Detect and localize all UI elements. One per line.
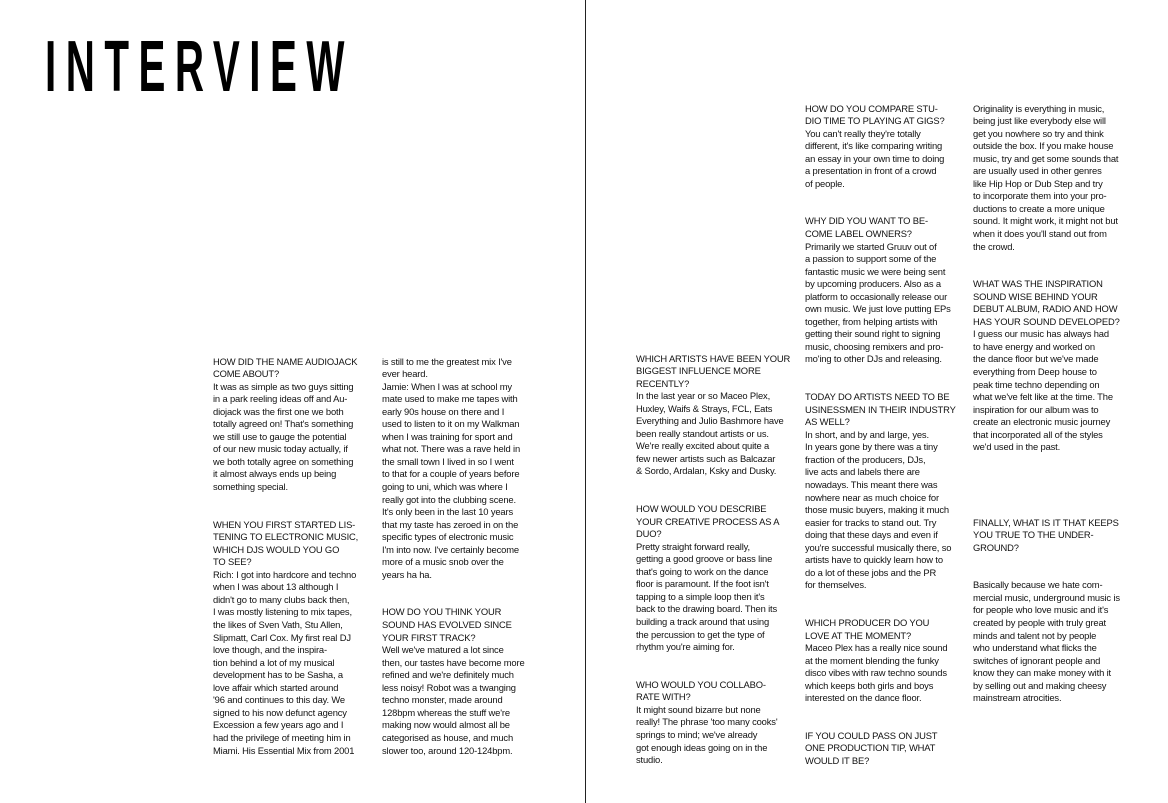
paragraph: Originality is everything in music, being just like everybody else will get you nowhere so try and think outside the box. If you make house music, try and get some sounds that are usually used in other genres like Hip Hop or Dub Step and try to incorporate them into your pro- ductions to create a more unique sound. It might work, it might not but when it does you'll stand out from the crowd. [973, 102, 1119, 252]
text-column-5 [973, 90, 1133, 730]
paragraph: HOW DO YOU THINK YOUR SOUND HAS EVOLVED SINCE YOUR FIRST TRACK? Well we've matured a lot since then, our tastes have become more refined and we're definitely much less noisy! Robot was a twanging techno monster, made around 128bpm whereas the stuff we're making now would almost all be categorised as house, and much slower too, around 120-124bpm. [382, 606, 525, 756]
paragraph: FINALLY, WHAT IS IT THAT KEEPS YOU TRUE TO THE UNDER- GROUND? [973, 516, 1119, 553]
paragraph: WHO WOULD YOU COLLABO- RATE WITH? It might sound bizarre but none really! The phrase 'too many cooks' springs to mind; we've already got enough ideas going on in the studio. [636, 678, 778, 766]
paragraph: HOW DO YOU COMPARE STU- DIO TIME TO PLAYING AT GIGS? You can't really they're totally different, it's like comparing writing an essay in your own time to doing a presentation in front of a crowd of people. [805, 102, 945, 189]
paragraph: HOW DID THE NAME AUDIOJACK COME ABOUT? It was as simple as two guys sitting in a park reeling ideas off and Au- diojack was the first one we both totally agreed on! That's something we still use to gauge the potential of our new music today actually, if we both totally agree on something it almost always ends up being something special. [213, 355, 358, 493]
text-column-4 [805, 90, 965, 793]
paragraph: WHICH PRODUCER DO YOU LOVE AT THE MOMENT? Maceo Plex has a really nice sound at the moment blending the funky disco vibes with raw techno sounds which keeps both girls and boys interested on the dance floor. [805, 616, 948, 704]
paragraph: HOW WOULD YOU DESCRIBE YOUR CREATIVE PROCESS AS A DUO? Pretty straight forward really, getting a good groove or bass line that's going to work on the dance floor is paramount. If the foot isn't tapping to a simple loop then it's back to the drawing board. Then its building a track around that using the percussion to get the type of rhythm you're aiming for. [636, 503, 780, 653]
text-column-2 [382, 343, 542, 782]
paragraph: TODAY DO ARTISTS NEED TO BE USINESSMEN IN THEIR INDUSTRY AS WELL? In short, and by and large, yes. In years gone by there was a tiny fraction of the producers, DJs, live acts and labels there are nowadays. This meant there was nowhere near as much choice for those music buyers, making it much easier for tracks to stand out. Try doing that these days and even if you're successful musically there, so artists have to quickly learn how to do a lot of these jobs and the PR for themselves. [805, 391, 956, 591]
paragraph: WHICH ARTISTS HAVE BEEN YOUR BIGGEST INFLUENCE MORE RECENTLY? In the last year or so Maceo Plex, Huxley, Waifs & Strays, FCL, Eats Everything and Julio Bashmore have been really standout artists or us. We're really excited about quite a few newer artists such as Balcazar & Sordo, Ardalan, Ksky and Dusky. [636, 352, 791, 477]
paragraph: WHY DID YOU WANT TO BE- COME LABEL OWNERS? Primarily we started Gruuv out of a passion to support some of the fantastic music we were being sent by upcoming producers. Also as a platform to occasionally release our own music. We just love putting EPs together, from helping artists with getting their sound right to signing music, choosing remixers and pro- mo'ing to other DJs and releasing. [805, 215, 951, 365]
text-column-3 [636, 340, 796, 792]
paragraph: is still to me the greatest mix I've ever heard. Jamie: When I was at school my mate used to make me tapes with early 90s house on there and I used to listen to it on my Walkman when I was training for sport and what not. There was a rave held in the small town I lived in so I went to that for a couple of years before going to uni, which was where I really got into the clubbing scene. It's only been in the last 10 years that my taste has zeroed in on the specific types of electronic music I'm into now. I've certainly become more of a music snob over the years ha ha. [382, 355, 521, 580]
paragraph: WHEN YOU FIRST STARTED LIS- TENING TO ELECTRONIC MUSIC, WHICH DJS WOULD YOU GO TO SEE? Rich: I got into hardcore and techno when I was about 13 although I didn't go to many clubs back then, I was mostly listening to mix tapes, the likes of Sven Vath, Stu Allen, Slipmatt, Carl Cox. My first real DJ love though, and the inspira- tion behind a lot of my musical development has to be Sasha, a love affair which started around '96 and continues to this day. We signed to his now defunct agency Excession a few years ago and I had the privilege of meeting him in Miami. His Essential Mix from 2001 [213, 518, 359, 756]
text-column-1 [213, 343, 373, 782]
page-spine-divider [585, 0, 586, 803]
paragraph: WHAT WAS THE INSPIRATION SOUND WISE BEHIND YOUR DEBUT ALBUM, RADIO AND HOW HAS YOUR SOUND DEVELOPED? I guess our music has always had to have energy and worked on the dance floor but we've made everything from Deep house to peak time techno depending on what we've felt like at the time. The inspiration for our album was to create an electronic music journey that incorporated all of the styles we'd used in the past. [973, 278, 1120, 453]
spacer [973, 479, 1133, 492]
paragraph: Basically because we hate com- mercial music, underground music is for people who love music and it's created by people with truly great minds and talent not by people who understand what flicks the switches of ignorant people and know they can make money with it by selling out and making cheesy mainstream atrocities. [973, 579, 1120, 704]
page-title: INTERVIEW [45, 27, 354, 107]
paragraph: IF YOU COULD PASS ON JUST ONE PRODUCTION TIP, WHAT WOULD IT BE? [805, 729, 938, 766]
